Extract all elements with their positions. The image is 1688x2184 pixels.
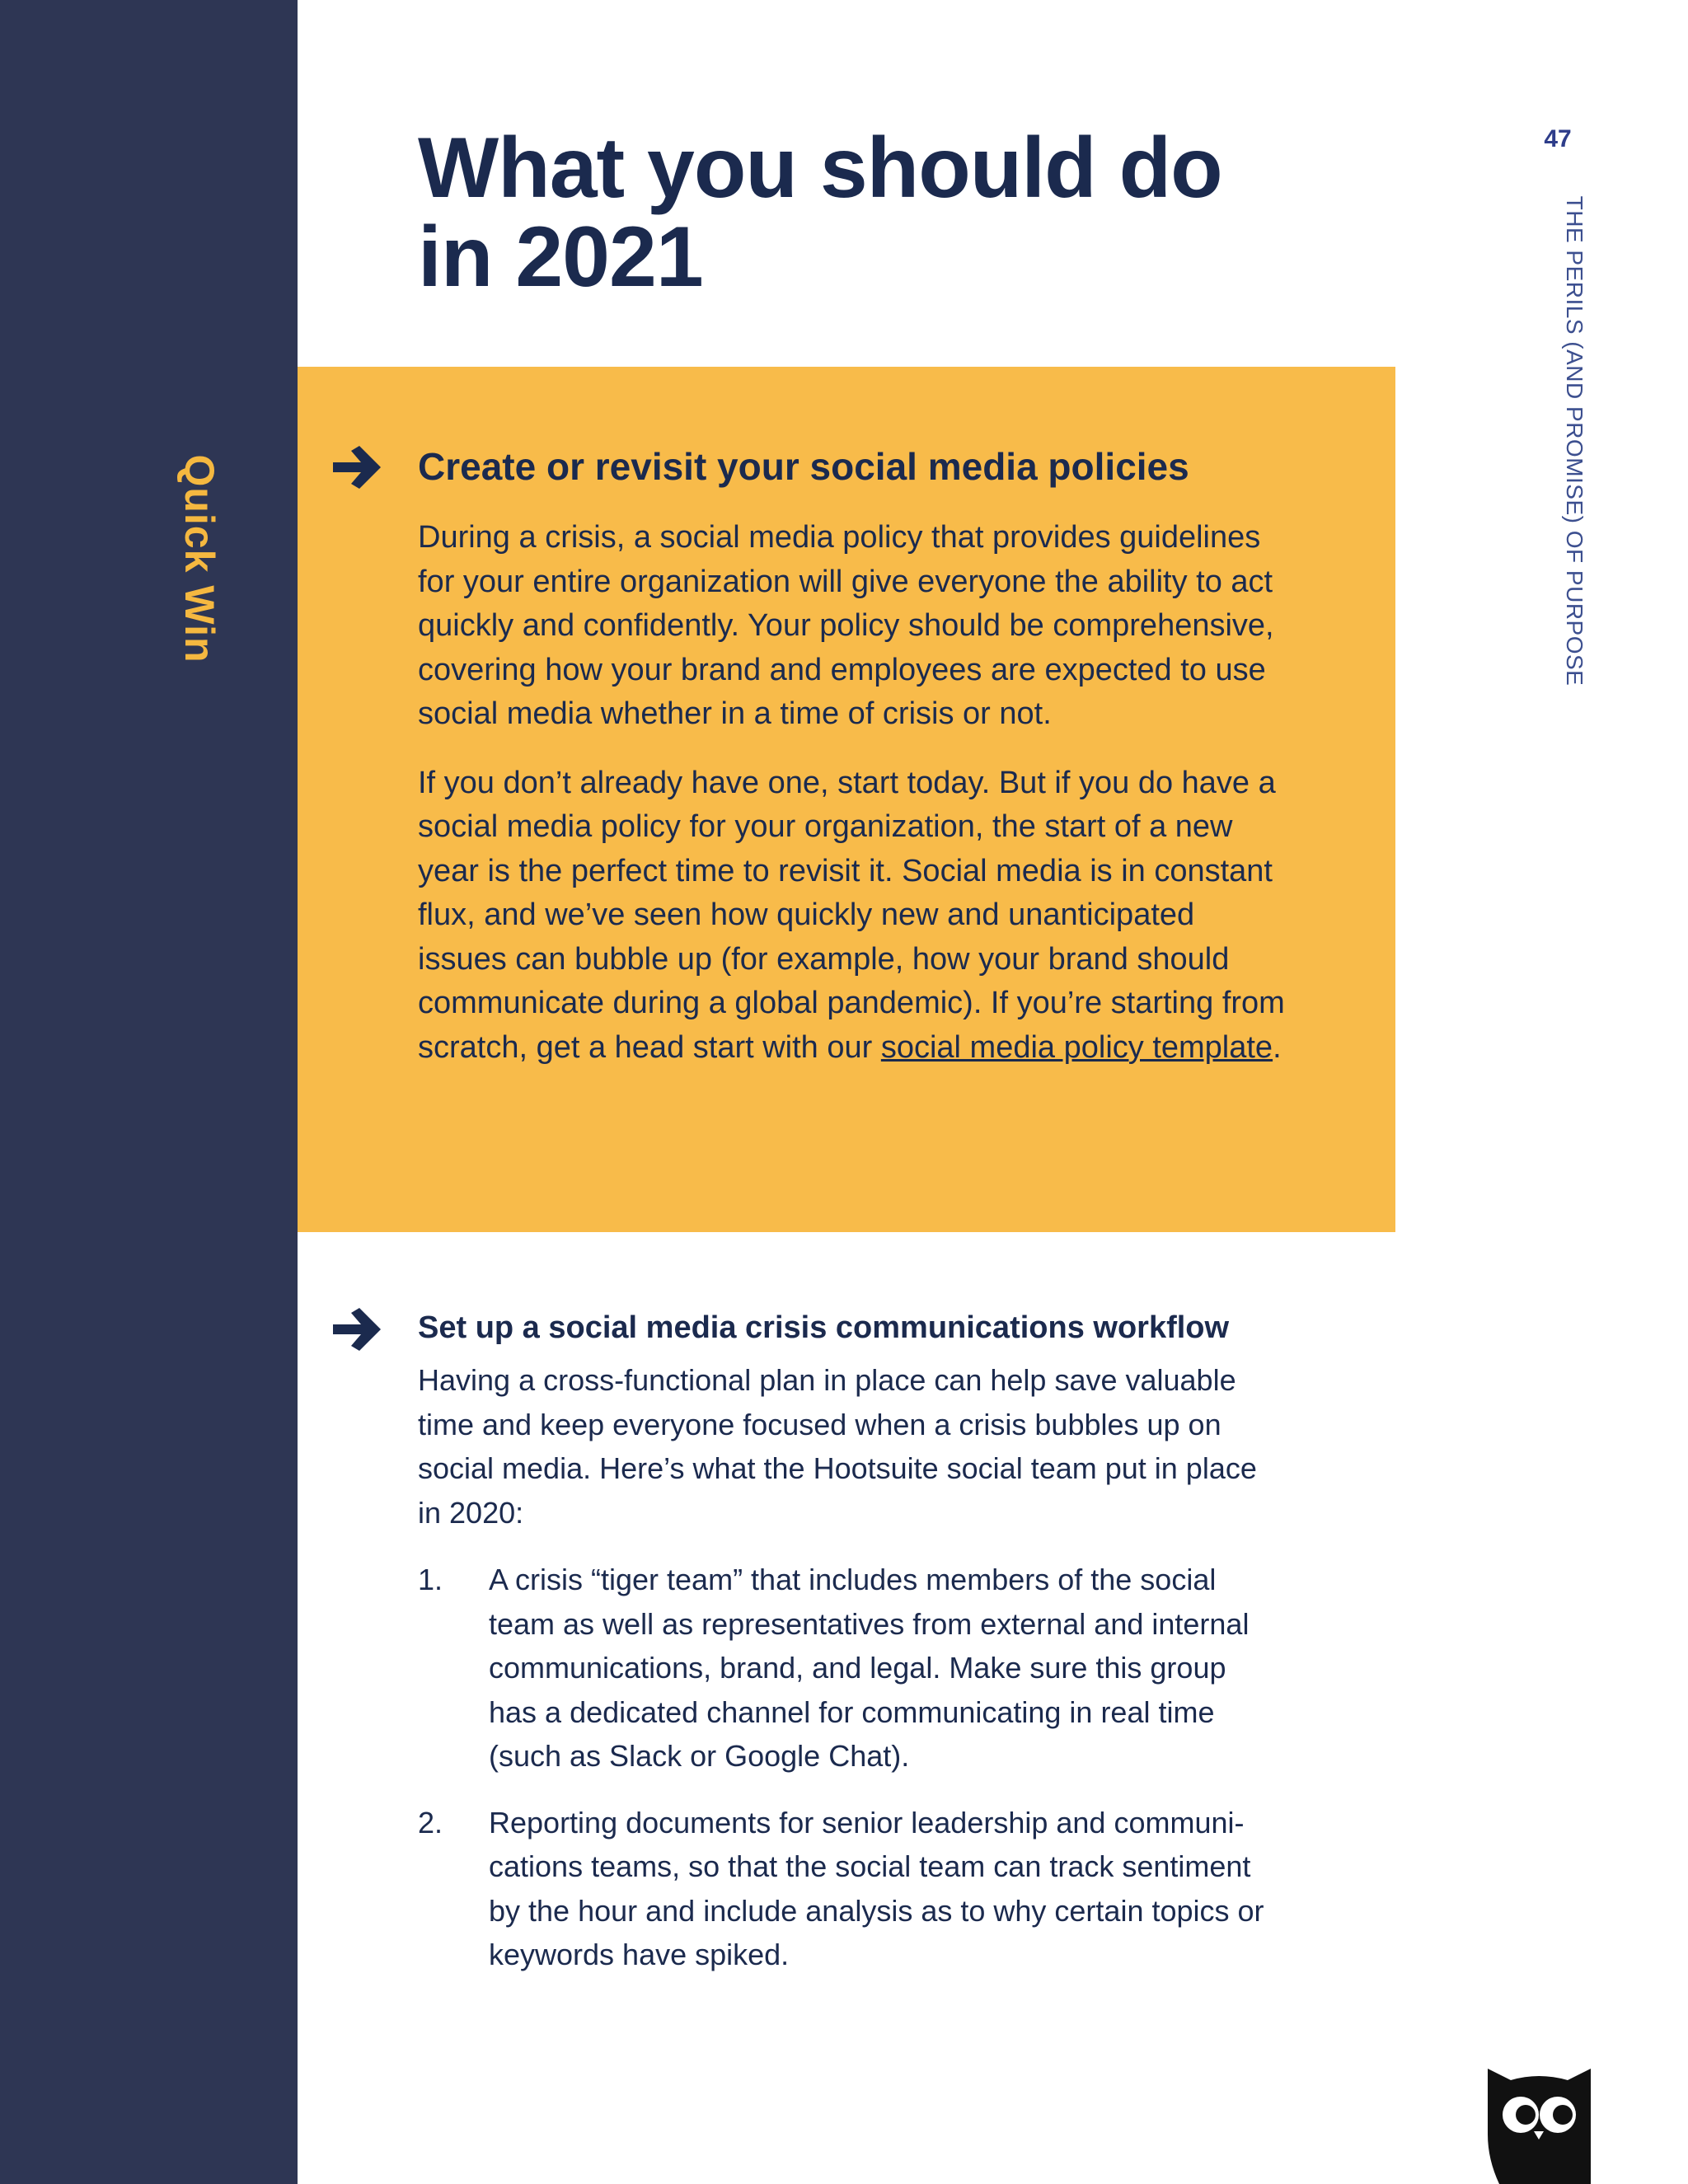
workflow-list — [418, 1558, 1275, 1999]
page-title — [418, 120, 1325, 305]
section1-paragraph-2-text: If you don’t already have one, start today. But if you do have a social media policy for your organization, the start of a new year is the perfect time to revisit it. Social media is in constant flux, and we’ve seen how quickly new and unanticipated issues can bubble up (for example, how your brand should communicate during a global pandemic). If you’re starting from scratch, get a head start with our — [418, 765, 1285, 1065]
policy-template-link[interactable]: social media policy template — [880, 1029, 1273, 1065]
list-item-number: 1. — [418, 1563, 443, 1596]
section2-intro: Having a cross-functional plan in place can help save valuable time and keep everyone focused when a crisis bubbles up on social media. Here’s what the Hootsuite social team put in place in 2020: — [418, 1363, 1257, 1530]
section1-body — [418, 516, 1292, 1094]
section1-paragraph-2-end: . — [1273, 1029, 1282, 1065]
section1-paragraph-1: During a crisis, a social media policy that provides guidelines for your entire organization will give everyone the ability to act quickly and confidently. Your policy should be comprehensive, covering how your brand and employees are expected to use social media whether in a time of crisis or not. — [418, 520, 1274, 731]
list-item — [418, 1801, 1275, 1977]
quick-win-label: Quick Win — [176, 454, 223, 663]
running-head-text: THE PERILS (AND PROMISE) OF PURPOSE — [1562, 195, 1587, 687]
sidebar-label — [175, 452, 224, 666]
owl-logo-icon — [1488, 2069, 1591, 2184]
sidebar — [0, 0, 298, 2184]
section1-heading: Create or revisit your social media policies — [418, 445, 1189, 488]
list-item-text: A crisis “tiger team” that includes members of the social team as well as representatives from external and internal communications, brand, and legal. Make sure this group has a dedicated channel for communicating in real time (such as Slack or Google Chat). — [489, 1563, 1250, 1773]
arrow-right-icon — [330, 1308, 384, 1351]
section2-heading: Set up a social media crisis communications workflow — [418, 1310, 1230, 1345]
list-item-number: 2. — [418, 1805, 443, 1840]
list-item — [418, 1558, 1275, 1779]
running-head — [1550, 195, 1599, 687]
page-number: 47 — [1544, 125, 1572, 152]
title-line-1: What you should do — [418, 120, 1222, 216]
list-item-text: Reporting documents for senior leadership and communications teams, so that the social team can track sentiment by the hour and include analysis as to why certain topics or keywords have spiked. — [489, 1805, 1264, 1971]
title-line-2: in 2021 — [418, 209, 703, 305]
arrow-right-icon — [330, 446, 384, 489]
section1-paragraph-2 — [418, 762, 1292, 1071]
